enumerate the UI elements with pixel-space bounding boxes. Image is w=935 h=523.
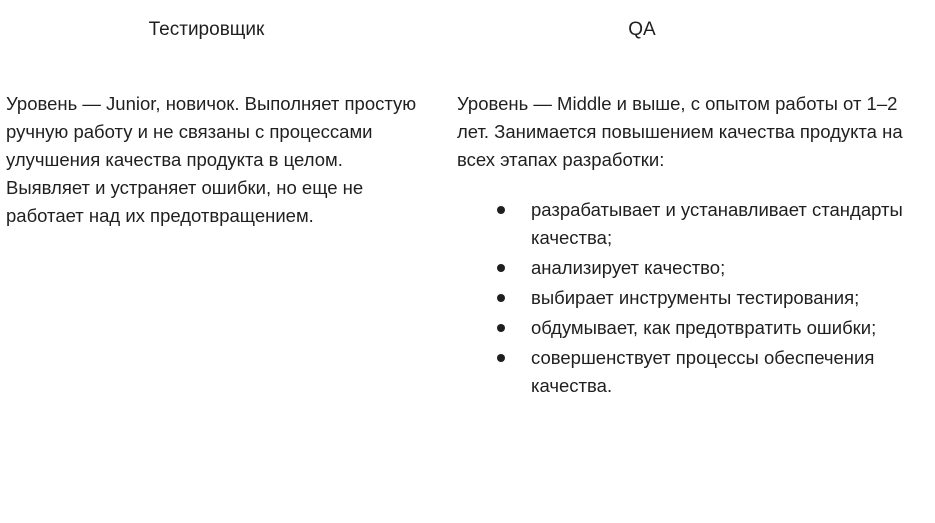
list-item [489,254,915,282]
bullet-dot-icon [497,354,505,362]
bullet-dot-icon [497,264,505,272]
column-qa [455,18,935,402]
bullet-dot-icon [497,206,505,214]
list-item-label: совершенствует процессы обеспечения качества. [531,347,875,396]
column-title-qa: QA [628,19,656,40]
bullet-dot-icon [497,324,505,332]
list-item-label: обдумывает, как предотвратить ошибки; [531,317,877,338]
list-item [489,314,915,342]
list-item [489,284,915,312]
list-item [489,344,915,400]
bullet-dot-icon [497,294,505,302]
list-item [489,196,915,252]
column-title-tester: Тестировщик [148,19,265,40]
column-paragraph-tester: Уровень — Junior, новичок. Выполняет простую ручную работу и не связаны с процессами улучшения качества продукта в целом. Выявляет и устраняет ошибки, но еще не работает над их предотвращением. [6,93,417,226]
list-item-label: анализирует качество; [531,257,726,278]
column-tester [0,18,455,230]
column-paragraph-qa: Уровень — Middle и выше, с опытом работы от 1–2 лет. Занимается повышением качества продукта на всех этапах разработки: [457,93,903,170]
list-item-label: выбирает инструменты тестирования; [531,287,860,308]
qa-responsibilities-list [457,196,915,400]
list-item-label: разрабатывает и устанавливает стандарты качества; [531,199,903,248]
